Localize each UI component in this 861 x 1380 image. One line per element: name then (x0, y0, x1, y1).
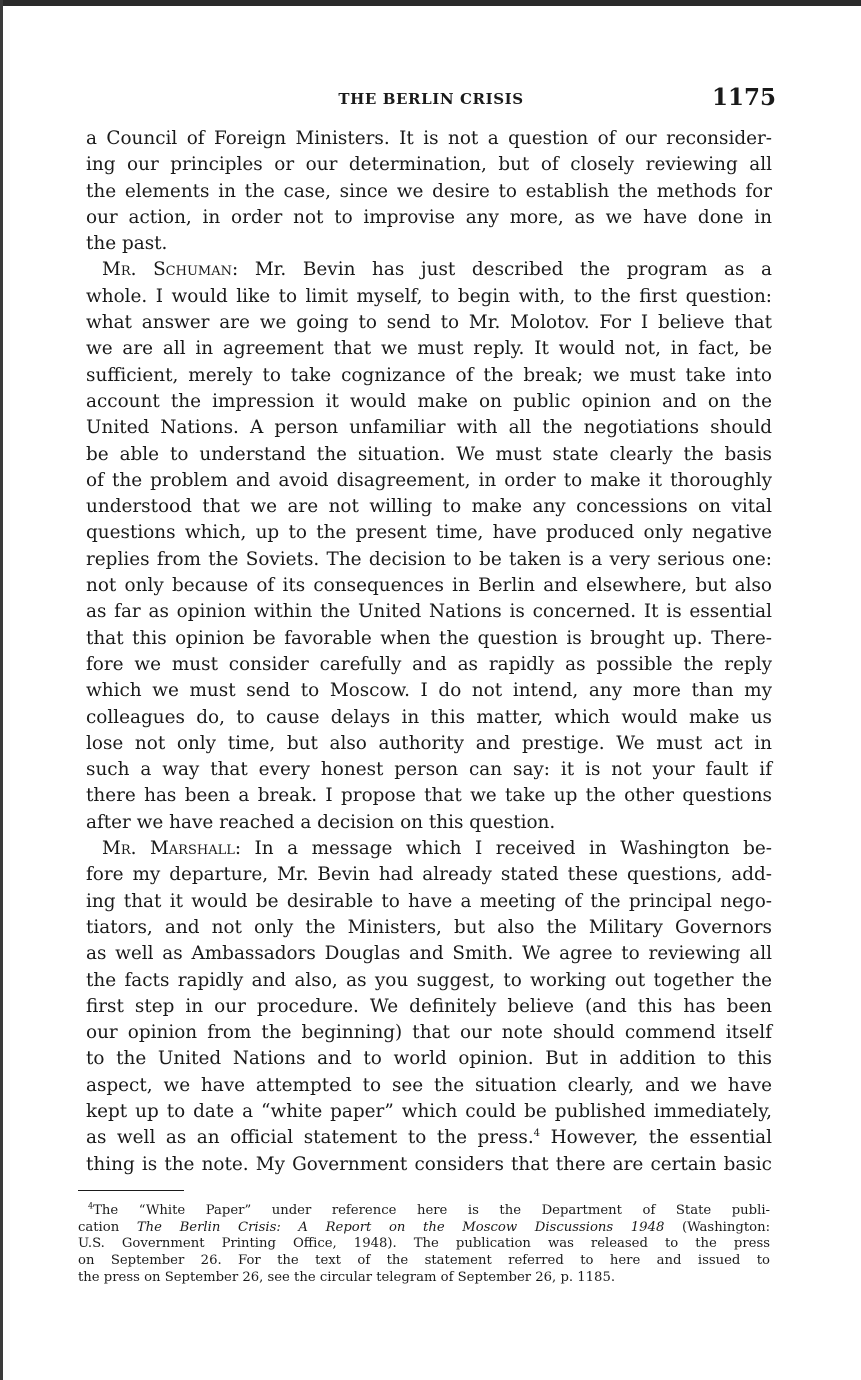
footnote-rule (78, 1190, 184, 1191)
text-line (86, 915, 772, 941)
line-text: fore we must consider carefully and as rapidly as possible the reply (86, 653, 772, 675)
line-text: United Nations. A person unfamiliar with all the negotiations should (86, 417, 772, 439)
footnote-line (78, 1270, 770, 1287)
footnote-line (78, 1253, 770, 1270)
line-text-continued: However, the essential (540, 1127, 772, 1149)
line-text: to the United Nations and to world opinion. But in addition to this (86, 1048, 772, 1070)
text-line (86, 652, 772, 678)
text-line (86, 231, 772, 257)
line-text: after we have reached a decision on this question. (86, 811, 556, 833)
text-line (86, 968, 772, 994)
line-text: first step in our procedure. We definitely believe (and this has been (86, 995, 772, 1017)
text-line (86, 783, 772, 809)
line-text: : Mr. Bevin has just described the program as a (232, 259, 772, 281)
text-line (86, 573, 772, 599)
text-line (86, 862, 772, 888)
text-line (86, 1020, 772, 1046)
line-text: not only because of its consequences in Berlin and elsewhere, but also (86, 575, 772, 597)
line-text: ing that it would be desirable to have a meeting of the principal nego- (86, 890, 772, 912)
line-text: replies from the Soviets. The decision to be taken is a very serious one: (86, 548, 772, 570)
text-line (86, 468, 772, 494)
text-line (86, 757, 772, 783)
footnote-marker: 4 (88, 1201, 94, 1211)
footnote-text: the press on September 26, see the circular telegram of September 26, p. 1185. (78, 1269, 616, 1285)
line-text: that this opinion be favorable when the question is brought up. There- (86, 627, 772, 649)
line-text: colleagues do, to cause delays in this matter, which would make us (86, 706, 772, 728)
text-line (86, 336, 772, 362)
text-line (86, 1046, 772, 1072)
line-text: as well as an official statement to the press. (86, 1127, 534, 1149)
text-line (86, 994, 772, 1020)
line-text: what answer are we going to send to Mr. Molotov. For I believe that (86, 312, 772, 334)
page-edge-left (0, 0, 3, 1380)
footnote-text: on September 26. For the text of the statement referred to here and issued to (78, 1253, 770, 1269)
speaker-name: Mr. Schuman (102, 259, 233, 281)
line-text: such a way that every honest person can say: it is not your fault if (86, 759, 772, 781)
text-line (86, 415, 772, 441)
speaker-name: Mr. Marshall (102, 838, 235, 860)
line-text: fore my departure, Mr. Bevin had already stated these questions, add- (86, 864, 772, 886)
line-text: the past. (86, 233, 168, 255)
speech-start-line (86, 257, 772, 283)
text-line (86, 152, 772, 178)
running-title: THE BERLIN CRISIS (338, 90, 524, 108)
text-line (86, 442, 772, 468)
page-edge-top (0, 0, 861, 6)
line-text: there has been a break. I propose that we take up the other questions (86, 785, 772, 807)
line-text: a Council of Foreign Ministers. It is not a question of our reconsider- (86, 128, 772, 149)
page-number: 1175 (711, 84, 776, 111)
line-text: be able to understand the situation. We must state clearly the basis (86, 443, 772, 465)
text-line (86, 731, 772, 757)
running-head (86, 84, 776, 112)
line-text: our opinion from the beginning) that our note should commend itself (86, 1022, 772, 1044)
text-line (86, 547, 772, 573)
line-text: aspect, we have attempted to see the situation clearly, and we have (86, 1074, 772, 1096)
line-text: sufficient, merely to take cognizance of the break; we must take into (86, 364, 772, 386)
text-line (86, 494, 772, 520)
text-line (86, 810, 772, 836)
line-text: of the problem and avoid disagreement, in order to make it thoroughly (86, 469, 772, 491)
line-text: as far as opinion within the United Nations is concerned. It is essential (86, 601, 772, 623)
line-text: : In a message which I received in Washington be- (234, 838, 772, 860)
footnote-text: The “White Paper” under reference here is the Department of State publi- (93, 1203, 770, 1218)
footnote-text-continued: (Washington: (664, 1219, 771, 1235)
line-text: tiators, and not only the Ministers, but also the Military Governors (86, 916, 772, 938)
text-line (86, 1152, 772, 1178)
text-line (86, 363, 772, 389)
text-line (86, 1099, 772, 1125)
line-text: whole. I would like to limit myself, to begin with, to the first question: (86, 285, 772, 307)
text-line (86, 179, 772, 205)
footnote-text: U.S. Government Printing Office, 1948). The publication was released to the press (78, 1236, 770, 1252)
line-text: we are all in agreement that we must reply. It would not, in fact, be (86, 338, 772, 360)
speech-start-line (86, 836, 772, 862)
line-text: which we must send to Moscow. I do not intend, any more than my (86, 680, 772, 702)
footnote-reference[interactable]: 4 (533, 1128, 541, 1140)
footnote-text: cation (78, 1219, 137, 1235)
line-text: lose not only time, but also authority and prestige. We must act in (86, 732, 772, 754)
text-line (86, 889, 772, 915)
publication-title: The Berlin Crisis: A Report on the Moscow Discussions 1948 (136, 1219, 665, 1235)
line-text: our action, in order not to improvise any more, as we have done in (86, 206, 772, 228)
line-text: as well as Ambassadors Douglas and Smith. We agree to reviewing all (86, 943, 772, 965)
text-line (86, 126, 772, 152)
line-text: the elements in the case, since we desire to establish the methods for (86, 180, 772, 202)
line-text: the facts rapidly and also, as you suggest, to working out together the (86, 969, 772, 991)
line-text: questions which, up to the present time, have produced only negative (86, 522, 772, 544)
text-line (86, 599, 772, 625)
line-text: thing is the note. My Government considers that there are certain basic (86, 1153, 772, 1175)
footnote-line (78, 1203, 770, 1220)
body-text (86, 126, 772, 1178)
footnote-line (78, 1236, 770, 1253)
text-line (86, 520, 772, 546)
text-line (86, 705, 772, 731)
text-line (86, 310, 772, 336)
text-line (86, 941, 772, 967)
text-line (86, 1073, 772, 1099)
footnote (78, 1203, 770, 1286)
line-text: account the impression it would make on public opinion and on the (86, 390, 772, 412)
line-text: kept up to date a “white paper” which could be published immediately, (86, 1100, 772, 1122)
text-line (86, 205, 772, 231)
text-line (86, 389, 772, 415)
text-line (86, 626, 772, 652)
text-line (86, 1125, 772, 1151)
line-text: understood that we are not willing to make any concessions on vital (86, 496, 772, 518)
footnote-line (78, 1220, 770, 1237)
line-text: ing our principles or our determination, but of closely reviewing all (86, 154, 772, 176)
text-line (86, 284, 772, 310)
text-line (86, 678, 772, 704)
